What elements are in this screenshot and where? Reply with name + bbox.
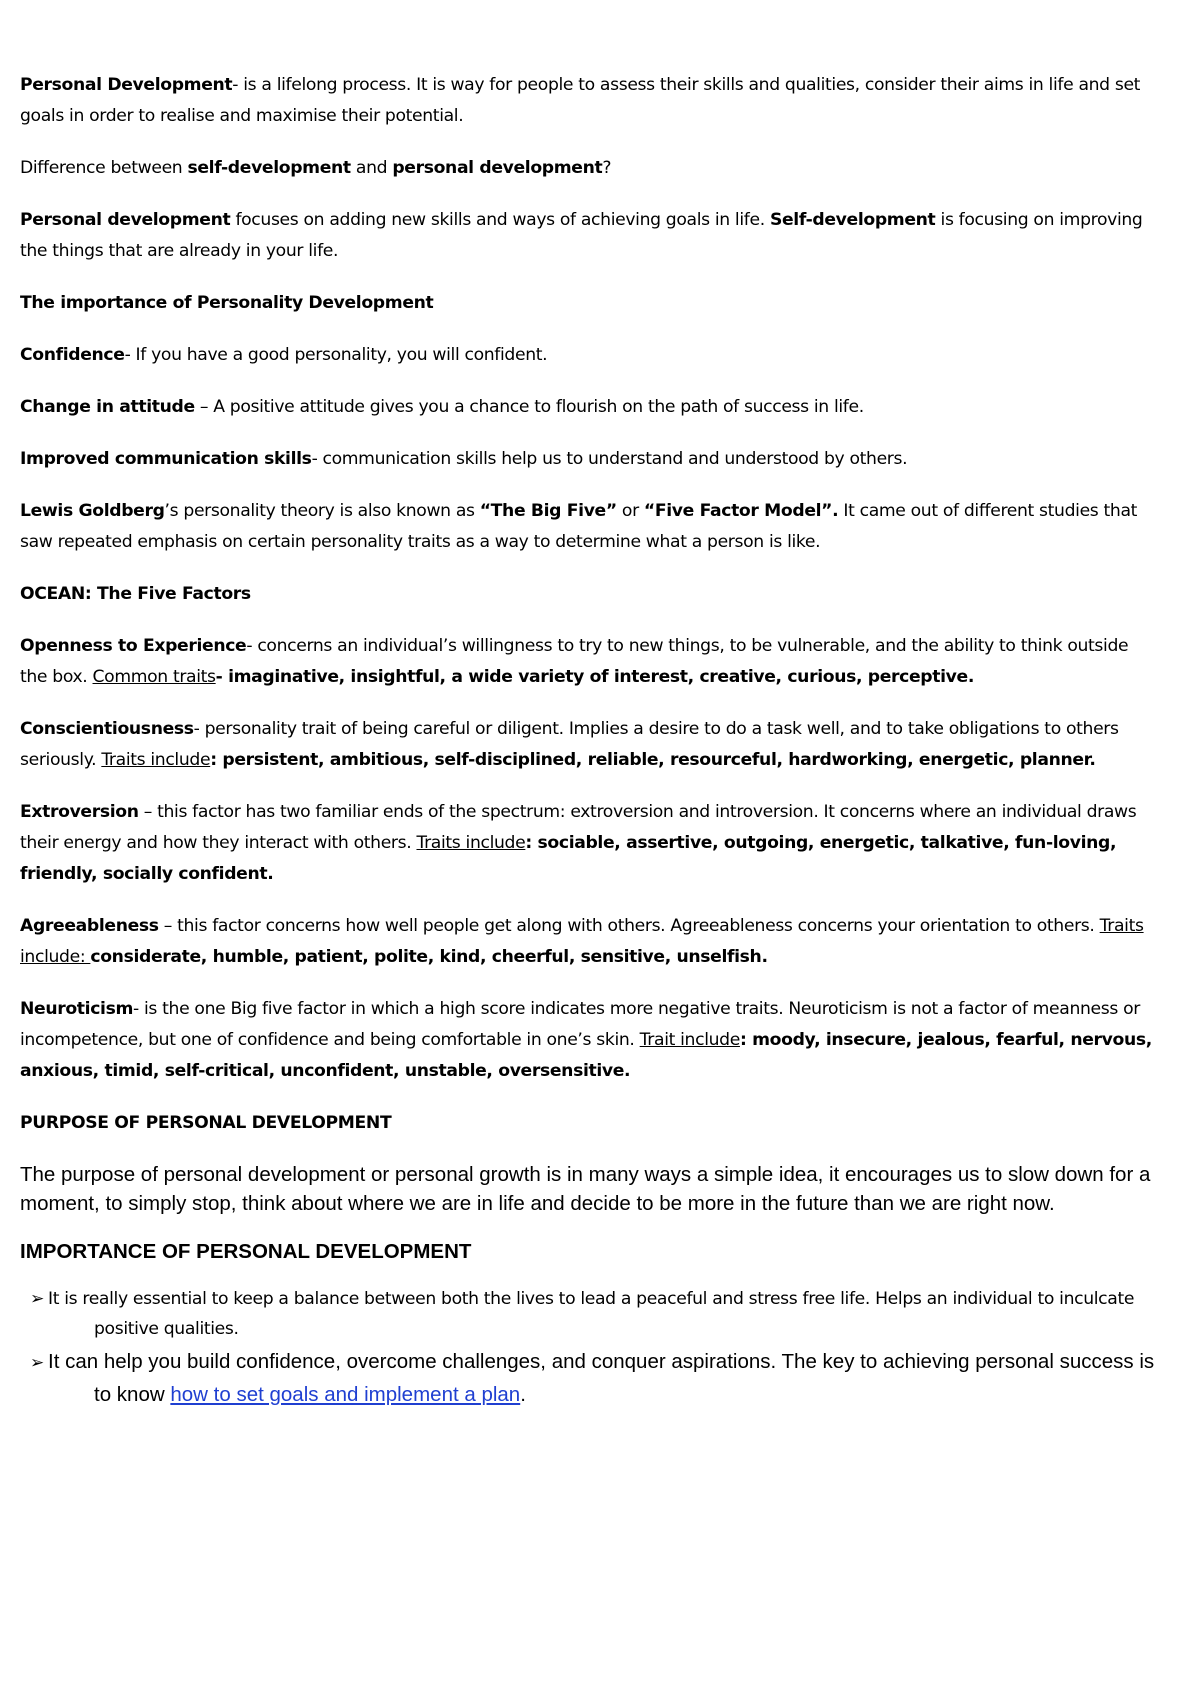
importance-heading — [20, 288, 1160, 319]
traits-list: persistent, ambitious, self-disciplined, reliable, resourceful, hardworking, energetic, planner. — [222, 750, 1096, 770]
document-page — [20, 70, 1160, 1410]
goldberg-text: ’s personality theory is also known as — [164, 501, 480, 521]
difference-post: ? — [602, 158, 612, 178]
factor-text: – this factor has two familiar ends of the spectrum: extroversion and introversion. It concerns where an individual draws their energy and how they interact with others. — [20, 802, 1137, 853]
item-term: Improved communication skills — [20, 449, 312, 469]
intro-term: Personal Development — [20, 75, 233, 95]
pd-term: Personal development — [20, 210, 231, 230]
factor-term: Extroversion — [20, 802, 139, 822]
intro-paragraph — [20, 70, 1160, 132]
sd-text: is focusing on improving the things that are already in your life. — [20, 210, 1143, 261]
factor-agreeableness — [20, 911, 1160, 973]
goldberg-name: Lewis Goldberg — [20, 501, 165, 521]
importance-heading-text: The importance of Personality Development — [20, 293, 434, 313]
item-text: - If you have a good personality, you will confident. — [124, 345, 548, 365]
traits-label: Trait include — [639, 1030, 740, 1050]
ocean-heading-text: OCEAN: The Five Factors — [20, 584, 251, 604]
goldberg-text: It came out of different studies that saw repeated emphasis on certain personality traits as a way to determine what a person is like. — [20, 501, 1138, 552]
goldberg-text: or — [616, 501, 644, 521]
purpose-heading — [20, 1108, 1160, 1139]
intro-text: - is a lifelong process. It is way for people to assess their skills and qualities, consider their aims in life and set goals in order to realise and maximise their potential. — [20, 75, 1141, 126]
traits-sep: : — [525, 833, 538, 853]
factor-text: – this factor concerns how well people get along with others. Agreeableness concerns your orientation to others. — [158, 916, 1100, 936]
five-factor-term: “Five Factor Model”. — [643, 501, 839, 521]
importance2-heading: IMPORTANCE OF PERSONAL DEVELOPMENT — [20, 1240, 472, 1263]
traits-label: Traits include — [101, 750, 211, 770]
factor-text: - personality trait of being careful or diligent. Implies a desire to do a task well, and to take obligations to others seriously. — [20, 719, 1119, 770]
difference-pre: Difference between — [20, 158, 188, 178]
ocean-heading — [20, 579, 1160, 610]
difference-term-b: personal development — [392, 158, 603, 178]
factor-term: Neuroticism — [20, 999, 134, 1019]
goldberg-paragraph — [20, 496, 1160, 558]
traits-list: considerate, humble, patient, polite, kind, cheerful, sensitive, unselfish. — [90, 947, 768, 967]
pd-text: focuses on adding new skills and ways of achieving goals in life. — [230, 210, 770, 230]
traits-label: Common traits — [92, 667, 216, 687]
factor-neuroticism — [20, 994, 1160, 1087]
item-term: Change in attitude — [20, 397, 195, 417]
traits-sep: : — [210, 750, 223, 770]
bullet-item — [20, 1346, 1160, 1410]
traits-list: moody, insecure, jealous, fearful, nervous, anxious, timid, self-critical, unconfident, unstable, oversensitive. — [20, 1030, 1152, 1081]
difference-mid: and — [350, 158, 393, 178]
factor-openness — [20, 631, 1160, 693]
goals-plan-link[interactable]: how to set goals and implement a plan — [170, 1383, 521, 1406]
item-term: Confidence — [20, 345, 125, 365]
factor-term: Openness to Experience — [20, 636, 247, 656]
item-text: - communication skills help us to understand and understood by others. — [311, 449, 908, 469]
difference-question — [20, 153, 1160, 184]
factor-extroversion — [20, 797, 1160, 890]
item-text: – A positive attitude gives you a chance to flourish on the path of success in life. — [194, 397, 864, 417]
definitions-paragraph — [20, 205, 1160, 267]
factor-text: - concerns an individual’s willingness to try to new things, to be vulnerable, and the ability to think outside the box. — [20, 636, 1129, 687]
importance-bullets — [20, 1284, 1160, 1410]
bullet-text: It is really essential to keep a balance between both the lives to lead a peaceful and stress free life. Helps an individual to inculcate positive qualities. — [48, 1289, 1135, 1339]
purpose-heading-text: PURPOSE OF PERSONAL DEVELOPMENT — [20, 1113, 392, 1133]
factor-term: Agreeableness — [20, 916, 159, 936]
importance-item — [20, 444, 1160, 475]
factor-term: Conscientiousness — [20, 719, 194, 739]
arrow-bullet-icon: ➢ — [30, 1289, 45, 1309]
traits-label: Traits include: — [20, 916, 1144, 967]
big-five-term: “The Big Five” — [479, 501, 617, 521]
traits-sep: - — [215, 667, 229, 687]
factor-conscientiousness — [20, 714, 1160, 776]
sd-term: Self-development — [769, 210, 936, 230]
importance-item — [20, 340, 1160, 371]
arrow-bullet-icon: ➢ — [30, 1353, 45, 1373]
factor-text: - is the one Big five factor in which a high score indicates more negative traits. Neuroticism is not a factor of meanness or incompetence, but one of confidence and being comfortable in one’s skin. — [20, 999, 1140, 1050]
importance-item — [20, 392, 1160, 423]
traits-list: imaginative, insightful, a wide variety of interest, creative, curious, perceptive. — [228, 667, 975, 687]
traits-sep: : — [739, 1030, 753, 1050]
traits-label: Traits include — [416, 833, 526, 853]
bullet-text: It can help you build confidence, overcome challenges, and conquer aspirations. The key to achieving personal success is to know — [48, 1350, 1155, 1406]
traits-list: sociable, assertive, outgoing, energetic, talkative, fun-loving, friendly, socially confident. — [20, 833, 1117, 884]
purpose-paragraph: The purpose of personal development or personal growth is in many ways a simple idea, it encourages us to slow down for a moment, to simply stop, think about where we are in life and decide to be more in the future than we are right now. — [20, 1163, 1151, 1215]
bullet-item — [20, 1284, 1160, 1344]
difference-term-a: self-development — [187, 158, 351, 178]
bullet-end: . — [520, 1383, 526, 1406]
